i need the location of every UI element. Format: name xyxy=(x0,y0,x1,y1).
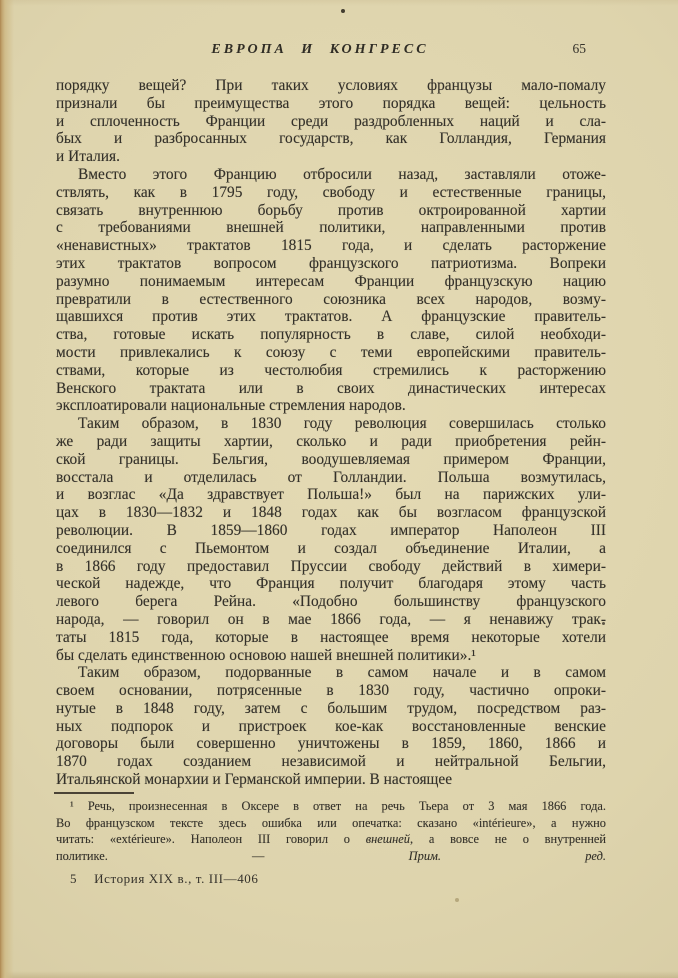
text-line: признали бы преимущества этого порядка вещей: цельность xyxy=(56,94,606,112)
text-line: ческой надежде, что Франция получит благодаря этому часть xyxy=(56,575,606,593)
text-line: Итальянской монархии и Германской империи. В настоящее xyxy=(56,771,453,789)
footnote-line: читать: «extérieure». Наполеон III говорил о внешней, а вовсе не о внутренней xyxy=(56,832,606,847)
text-line: и Италия. xyxy=(56,148,120,166)
signature xyxy=(56,871,606,887)
text-line: Венского трактата или в своих династических интересах xyxy=(56,379,606,397)
footnote-line: ¹ Речь, произнесенная в Оксере в ответ на речь Тьера от 3 мая 1866 года. xyxy=(70,798,606,813)
text-line: нутые в 1848 году, затем с большим трудом, посредством раз- xyxy=(56,699,606,717)
running-title: ЕВРОПА И КОНГРЕСС xyxy=(211,42,429,57)
text-line: в 1866 году предоставил Пруссии свободу действий в химери- xyxy=(56,557,606,575)
text-column xyxy=(56,0,606,887)
text-line: Вместо этого Францию отбросили назад, заставляли отоже- xyxy=(78,165,606,183)
text-line: левого берега Рейна. «Подобно большинству французского xyxy=(56,593,606,611)
text-line: же ради защиты хартии, сколько и ради приобретения рейн- xyxy=(56,432,606,450)
text-line: народа, — говорил он в мае 1866 года, — я ненавижу трак- xyxy=(56,610,606,628)
paragraph xyxy=(56,166,606,415)
text-line: ных подпорок и пристроек кое-как восстановленные венские xyxy=(56,717,606,735)
page-number: 65 xyxy=(572,41,586,56)
footnote-line: Во французском тексте здесь ошибка или опечатка: сказано «intérieure», а нужно xyxy=(56,815,606,830)
text-line: ской границы. Бельгия, воодушевляемая примером Франции, xyxy=(56,450,606,468)
text-line: разумно понимаемым интересам Франции французскую нацию xyxy=(56,272,606,290)
text-line: щавшихся против этих трактатов. А французские правитель- xyxy=(56,308,606,326)
text-line: и возглас «Да здравствует Польша!» был на парижских ули- xyxy=(56,486,606,504)
paragraph xyxy=(56,664,606,789)
text-line: и сплоченность Франции среди раздробленных наций и сла- xyxy=(56,112,606,130)
text-line: Таким образом, в 1830 году революция совершилась столько xyxy=(78,415,606,433)
paragraph xyxy=(56,415,606,664)
text-line: ствами, которые из честолюбия стремились к расторжению xyxy=(56,361,606,379)
text-line: ствлять, как в 1795 году, свободу и естественные границы, xyxy=(56,183,606,201)
paragraph xyxy=(56,77,606,166)
text-line: этих трактатов вопросом французского патриотизма. Вопреки xyxy=(56,254,606,272)
text-line: порядку вещей? При таких условиях французы мало-помалу xyxy=(56,77,606,94)
text-line: революции. В 1859—1860 годах император Наполеон III xyxy=(56,521,606,539)
text-line: цах в 1830—1832 и 1848 годах как бы возгласом французской xyxy=(56,504,606,522)
text-line: «ненавистных» трактатов 1815 года, и сделать расторжение xyxy=(56,237,606,255)
ink-speck xyxy=(455,898,459,902)
text-line: восстала и отделилась от Голландии. Польша возмутилась, xyxy=(56,468,606,486)
signature-number: 5 xyxy=(70,871,78,887)
text-line: таты 1815 года, которые в настоящее время некоторые хотели xyxy=(56,628,606,646)
footnote-line: политике. — Прим. ред. xyxy=(56,849,606,864)
text-line: с требованиями внешней политики, направленными против xyxy=(56,219,606,237)
text-line: 1870 годах созданием независимой и нейтральной Бельгии, xyxy=(56,753,606,771)
signature-text: История XIX в., т. III—406 xyxy=(94,871,259,887)
text-line: связать внутреннюю борьбу против октроированной хартии xyxy=(56,201,606,219)
text-block xyxy=(56,77,606,789)
text-line: мости привлекались к союзу с теми европейскими правитель- xyxy=(56,343,606,361)
text-line: бы сделать единственною основою нашей внешней политики».¹ xyxy=(56,646,476,664)
text-line: бых и разбросанных государств, как Голландия, Германия xyxy=(56,130,606,148)
running-head xyxy=(56,0,606,60)
footnote xyxy=(56,798,606,865)
text-line: Таким образом, подорванные в самом начале и в самом xyxy=(78,664,606,682)
text-line: своем основании, потрясенные в 1830 году, частично опроки- xyxy=(56,682,606,700)
text-line: договоры были совершенно уничтожены в 1859, 1860, 1866 и xyxy=(56,735,606,753)
text-line: ства, готовые искать популярность в славе, силой необходи- xyxy=(56,326,606,344)
text-line: соединился с Пьемонтом и создал объединение Италии, а xyxy=(56,539,606,557)
text-line: превратили в естественного союзника всех народов, возму- xyxy=(56,290,606,308)
text-line: эксплоатировали национальные стремления народов. xyxy=(56,397,406,415)
footnote-rule xyxy=(54,792,134,794)
